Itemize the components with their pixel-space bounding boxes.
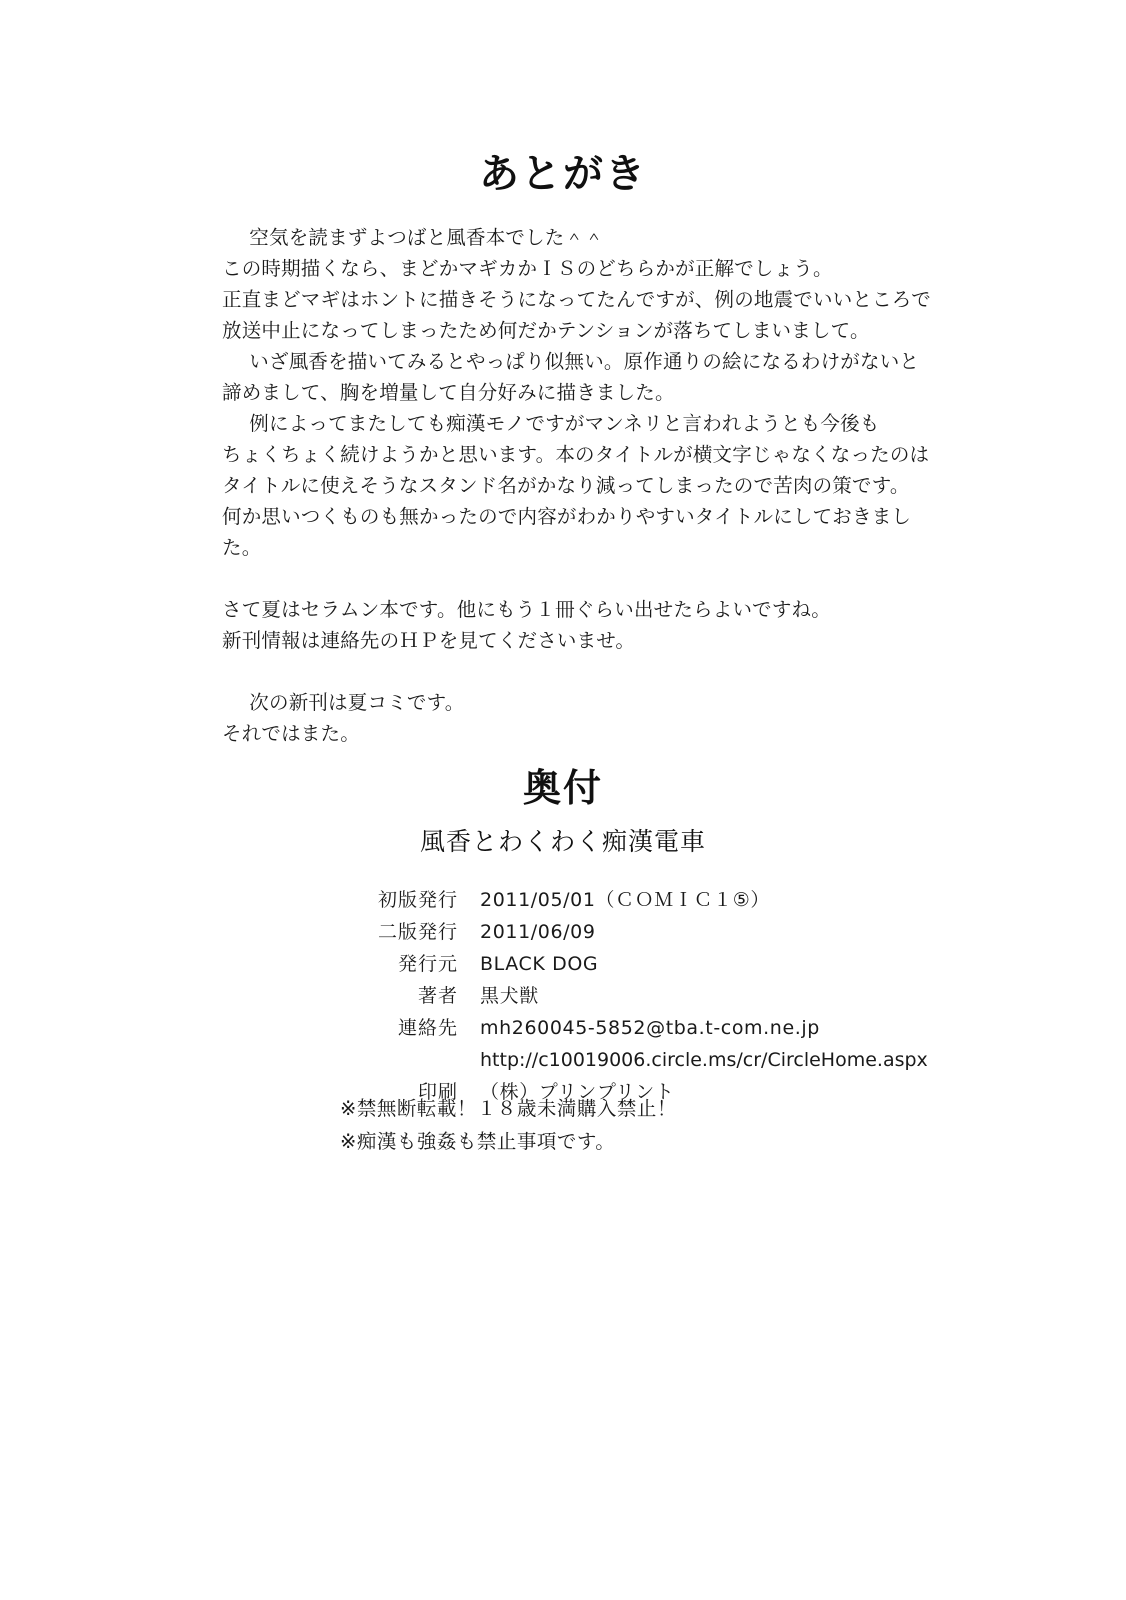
colophon-row-value: BLACK DOG (480, 953, 599, 975)
afterword-line: さて夏はセラムン本です。他にもう１冊ぐらい出せたらよいですね。 (222, 598, 831, 621)
afterword-line: 諦めまして、胸を増量して自分好みに描きました。 (222, 381, 675, 404)
colophon-row (340, 1012, 980, 1044)
colophon-row-label: 著者 (417, 985, 458, 1007)
colophon-row-label: 二版発行 (377, 921, 458, 943)
colophon-row (340, 916, 980, 948)
afterword-line: それではまた。 (222, 722, 360, 745)
colophon-row-value: 2011/06/09 (480, 921, 596, 943)
afterword-line: ちょくちょく続けようかと思います。本のタイトルが横文字じゃなくなったのは (222, 443, 930, 466)
colophon-row-value: 黒犬獣 (480, 985, 539, 1007)
colophon-row (340, 884, 980, 916)
colophon-row (340, 948, 980, 980)
colophon-notes (340, 1092, 1000, 1158)
colophon-row-label: 連絡先 (397, 1017, 458, 1039)
colophon-book-title: 風香とわくわく痴漢電車 (419, 827, 706, 856)
colophon-row-value: （株）プリンプリント (480, 1081, 675, 1103)
afterword-line: 何か思いつくものも無かったので内容がわかりやすいタイトルにしておきました。 (222, 505, 912, 559)
afterword-body (222, 222, 942, 749)
colophon-row (340, 980, 980, 1012)
afterword-line: 放送中止になってしまったため何だかテンションが落ちてしまいまして。 (222, 319, 870, 342)
afterword-line: この時期描くなら、まどかマギカかＩＳのどちらかが正解でしょう。 (222, 257, 833, 280)
colophon-row (340, 1044, 980, 1076)
colophon-row-label: 発行元 (397, 953, 458, 975)
colophon-row-label: 初版発行 (377, 889, 458, 911)
afterword-line: 正直まどマギはホントに描きそうになってたんですが、例の地震でいいところで (222, 288, 932, 311)
afterword-line: 空気を読まずよつばと風香本でした＾＾ (249, 226, 604, 249)
colophon-row-value: mh260045-5852@tba.t-com.ne.jp (480, 1017, 820, 1039)
afterword-line: 次の新刊は夏コミです。 (249, 691, 465, 714)
colophon-heading: 奥付 (522, 766, 603, 810)
paragraph-gap (222, 656, 942, 687)
afterword-line: 例によってまたしても痴漢モノですがマンネリと言われようとも今後も (249, 412, 880, 435)
colophon-table (340, 884, 980, 1108)
colophon-row-label: 印刷 (417, 1081, 458, 1103)
afterword-line: いざ風香を描いてみるとやっぱり似無い。原作通りの絵になるわけがないと (249, 350, 920, 373)
afterword-line: タイトルに使えそうなスタンド名がかなり減ってしまったので苦肉の策です。 (222, 474, 910, 497)
colophon-note: ※禁無断転載！１８歳未満購入禁止！ (340, 1097, 677, 1120)
afterword-heading: あとがき (479, 151, 647, 197)
paragraph-gap (222, 563, 942, 594)
afterword-line: 新刊情報は連絡先のＨＰを見てくださいませ。 (222, 629, 636, 652)
colophon-url[interactable]: http://c10019006.circle.ms/cr/CircleHome.aspx (480, 1049, 928, 1071)
colophon-row-value: 2011/05/01（ＣＯＭＩＣ１⑤） (480, 889, 770, 911)
colophon-note: ※痴漢も強姦も禁止事項です。 (340, 1130, 616, 1153)
